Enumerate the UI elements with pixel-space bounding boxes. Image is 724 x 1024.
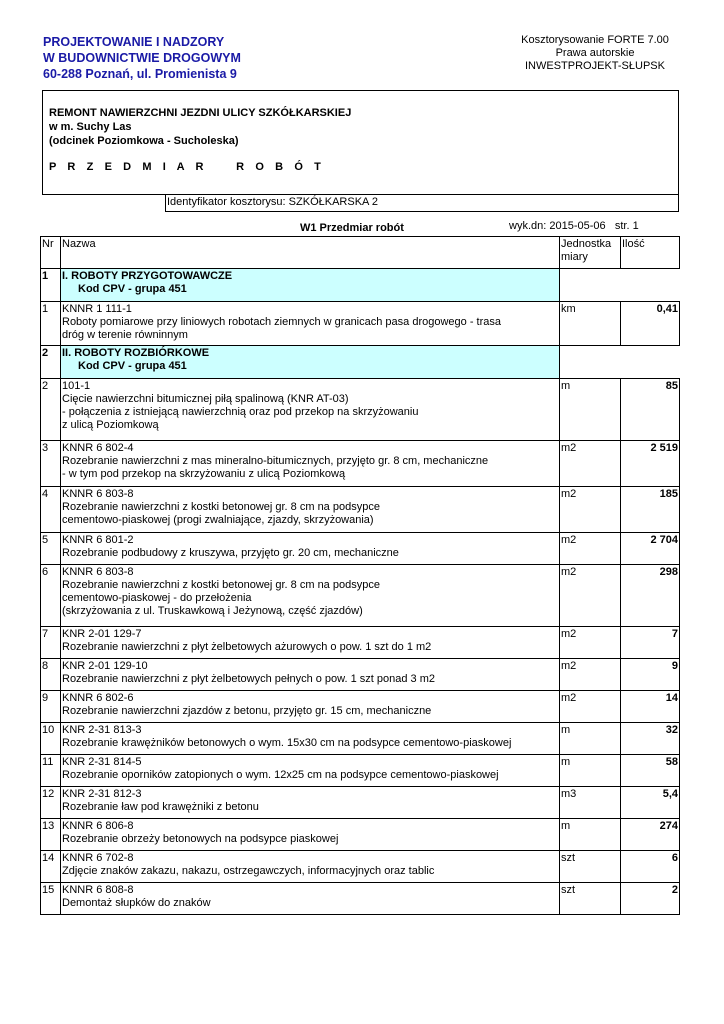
description-line: cementowo-piaskowej (progi zwalniające, zjazdy, skrzyżowania) [62, 514, 374, 526]
table-row [41, 691, 680, 723]
row-unit: szt [560, 883, 621, 915]
table-row [41, 627, 680, 659]
table-row [41, 883, 680, 915]
section-number: 2 [41, 346, 61, 379]
company-header [43, 34, 343, 82]
row-number: 4 [41, 487, 61, 533]
row-unit: km [560, 302, 621, 346]
catalog-code: KNR 2-01 129-10 [62, 660, 148, 672]
row-number: 8 [41, 659, 61, 691]
section-qty-cell [621, 269, 680, 302]
row-quantity: 32 [621, 723, 680, 755]
description-line: z ulicą Poziomkową [62, 419, 159, 431]
catalog-code: KNR 2-31 812-3 [62, 788, 142, 800]
table-row [41, 787, 680, 819]
company-line-2: W BUDOWNICTWIE DROGOWYM [43, 51, 241, 65]
row-description [61, 787, 560, 819]
row-number: 13 [41, 819, 61, 851]
description-line: Demontaż słupków do znaków [62, 897, 211, 909]
row-quantity: 2 704 [621, 533, 680, 565]
row-quantity: 0,41 [621, 302, 680, 346]
row-number: 6 [41, 565, 61, 627]
row-quantity: 5,4 [621, 787, 680, 819]
table-row [41, 755, 680, 787]
catalog-code: KNNR 6 806-8 [62, 820, 134, 832]
row-unit: m [560, 755, 621, 787]
catalog-code: KNNR 6 803-8 [62, 488, 134, 500]
header-nr: Nr [41, 237, 61, 269]
header-qty: Ilość [621, 237, 680, 269]
description-line: Zdjęcie znaków zakazu, nakazu, ostrzegawczych, informacyjnych oraz tablic [62, 865, 435, 877]
row-unit: m [560, 819, 621, 851]
description-line: - w tym pod przekop na skrzyżowaniu z ulicą Poziomkową [62, 468, 346, 480]
row-number: 3 [41, 441, 61, 487]
row-description [61, 691, 560, 723]
description-line: Rozebranie ław pod krawężniki z betonu [62, 801, 259, 813]
description-line: Rozebranie nawierzchni z kostki betonowej gr. 8 cm na podsypce [62, 501, 380, 513]
description-line: - połączenia z istniejącą nawierzchnią oraz pod przekop na skrzyżowaniu [62, 406, 419, 418]
row-quantity: 2 [621, 883, 680, 915]
header-unit-line-1: Jednostka [561, 238, 612, 250]
catalog-code: KNNR 6 702-8 [62, 852, 134, 864]
header-unit [560, 237, 621, 269]
row-unit: m [560, 379, 621, 441]
row-description [61, 379, 560, 441]
row-description [61, 851, 560, 883]
row-quantity: 9 [621, 659, 680, 691]
row-description [61, 565, 560, 627]
header-name: Nazwa [61, 237, 560, 269]
row-quantity: 14 [621, 691, 680, 723]
catalog-code: KNNR 6 808-8 [62, 884, 134, 896]
section-number: 1 [41, 269, 61, 302]
table-row [41, 302, 680, 346]
program-line-2: Prawa autorskie [555, 47, 635, 59]
company-line-3: 60-288 Poznań, ul. Promienista 9 [43, 67, 237, 81]
program-line-3: INWESTPROJEKT-SŁUPSK [525, 60, 665, 72]
project-title-line-3: (odcinek Poziomkowa - Sucholeska) [49, 135, 239, 147]
description-line: Cięcie nawierzchni bitumicznej piłą spalinową (KNR AT-03) [62, 393, 349, 405]
row-description [61, 533, 560, 565]
catalog-code: KNR 2-01 129-7 [62, 628, 142, 640]
table-header-row [41, 237, 680, 269]
table-row [41, 533, 680, 565]
identifier-label: Identyfikator kosztorysu: [167, 196, 286, 208]
section-code: Kod CPV - grupa 451 [78, 283, 187, 295]
row-unit: m2 [560, 565, 621, 627]
row-number: 1 [41, 302, 61, 346]
row-description [61, 487, 560, 533]
date-label: wyk.dn: [509, 220, 547, 232]
row-quantity: 274 [621, 819, 680, 851]
table-row [41, 487, 680, 533]
description-line: Rozebranie podbudowy z kruszywa, przyjęto gr. 20 cm, mechaniczne [62, 547, 399, 559]
description-line: Rozebranie nawierzchni zjazdów z betonu, przyjęto gr. 15 cm, mechaniczne [62, 705, 432, 717]
row-unit: szt [560, 851, 621, 883]
row-number: 2 [41, 379, 61, 441]
sheet-title: W1 Przedmiar robót [300, 222, 404, 234]
description-line: Rozebranie nawierzchni z kostki betonowej gr. 8 cm na podsypce [62, 579, 380, 591]
section-title [61, 269, 560, 302]
catalog-code: 101-1 [62, 380, 91, 392]
row-unit: m2 [560, 533, 621, 565]
row-unit: m [560, 723, 621, 755]
table-row [41, 723, 680, 755]
catalog-code: KNNR 1 111-1 [62, 303, 132, 315]
row-number: 10 [41, 723, 61, 755]
description-line: Rozebranie oporników zatopionych o wym. 12x25 cm na podsypce cementowo-piaskowej [62, 769, 499, 781]
project-title-line-2: w m. Suchy Las [49, 121, 132, 133]
row-quantity: 298 [621, 565, 680, 627]
row-number: 15 [41, 883, 61, 915]
sheet-meta [509, 220, 639, 232]
row-description [61, 627, 560, 659]
row-quantity: 85 [621, 379, 680, 441]
row-description [61, 441, 560, 487]
row-number: 5 [41, 533, 61, 565]
section-unit-cell [560, 269, 621, 302]
row-unit: m2 [560, 659, 621, 691]
section-title [61, 346, 560, 379]
project-title-line-1: REMONT NAWIERZCHNI JEZDNI ULICY SZKÓŁKARSKIEJ [49, 107, 352, 119]
section-qty-cell [621, 346, 680, 379]
row-description [61, 723, 560, 755]
table-row [41, 379, 680, 441]
description-line: Rozebranie nawierzchni z płyt żelbetowych pełnych o pow. 1 szt ponad 3 m2 [62, 673, 435, 685]
table-row [41, 565, 680, 627]
row-description [61, 302, 560, 346]
date-value: 2015-05-06 [549, 220, 606, 232]
description-line: Rozebranie nawierzchni z płyt żelbetowych ażurowych o pow. 1 szt do 1 m2 [62, 641, 432, 653]
section-name: II. ROBOTY ROZBIÓRKOWE [62, 347, 210, 359]
description-line: cementowo-piaskowej - do przełożenia [62, 592, 252, 604]
row-quantity: 185 [621, 487, 680, 533]
description-line: (skrzyżowania z ul. Truskawkową i Jeżynową, część zjazdów) [62, 605, 363, 617]
row-description [61, 755, 560, 787]
section-name: I. ROBOTY PRZYGOTOWAWCZE [62, 270, 233, 282]
bill-of-quantities-table [40, 236, 680, 915]
row-unit: m2 [560, 691, 621, 723]
row-number: 12 [41, 787, 61, 819]
row-unit: m2 [560, 627, 621, 659]
page-label: str. [614, 220, 630, 232]
row-quantity: 6 [621, 851, 680, 883]
row-quantity: 58 [621, 755, 680, 787]
catalog-code: KNNR 6 802-6 [62, 692, 134, 704]
row-unit: m2 [560, 487, 621, 533]
table-row [41, 819, 680, 851]
section-row [41, 346, 680, 379]
estimate-identifier [165, 195, 679, 212]
identifier-value: SZKÓŁKARSKA 2 [288, 196, 378, 208]
page-number: 1 [632, 220, 639, 232]
row-quantity: 7 [621, 627, 680, 659]
row-description [61, 883, 560, 915]
program-info [500, 34, 690, 73]
company-line-1: PROJEKTOWANIE I NADZORY [43, 35, 225, 49]
description-line: Rozebranie obrzeży betonowych na podsypce piaskowej [62, 833, 339, 845]
program-line-1: Kosztorysowanie FORTE 7.00 [521, 34, 669, 46]
project-title [49, 106, 351, 148]
row-number: 9 [41, 691, 61, 723]
table-row [41, 659, 680, 691]
catalog-code: KNNR 6 802-4 [62, 442, 134, 454]
row-description [61, 659, 560, 691]
table-row [41, 441, 680, 487]
section-code: Kod CPV - grupa 451 [78, 360, 187, 372]
catalog-code: KNNR 6 803-8 [62, 566, 134, 578]
row-unit: m2 [560, 441, 621, 487]
row-number: 14 [41, 851, 61, 883]
description-line: dróg w terenie równinnym [62, 329, 188, 341]
catalog-code: KNR 2-31 814-5 [62, 756, 142, 768]
row-number: 7 [41, 627, 61, 659]
table-row [41, 851, 680, 883]
catalog-code: KNNR 6 801-2 [62, 534, 134, 546]
document-type: P R Z E D M I A R R O B Ó T [49, 161, 325, 173]
description-line: Rozebranie krawężników betonowych o wym. 15x30 cm na podsypce cementowo-piaskowej [62, 737, 512, 749]
row-quantity: 2 519 [621, 441, 680, 487]
description-line: Roboty pomiarowe przy liniowych robotach ziemnych w granicach pasa drogowego - trasa [62, 316, 501, 328]
section-row [41, 269, 680, 302]
row-description [61, 819, 560, 851]
catalog-code: KNR 2-31 813-3 [62, 724, 142, 736]
description-line: Rozebranie nawierzchni z mas mineralno-bitumicznych, przyjęto gr. 8 cm, mechaniczne [62, 455, 489, 467]
section-unit-cell [560, 346, 621, 379]
row-number: 11 [41, 755, 61, 787]
header-unit-line-2: miary [561, 251, 588, 263]
row-unit: m3 [560, 787, 621, 819]
